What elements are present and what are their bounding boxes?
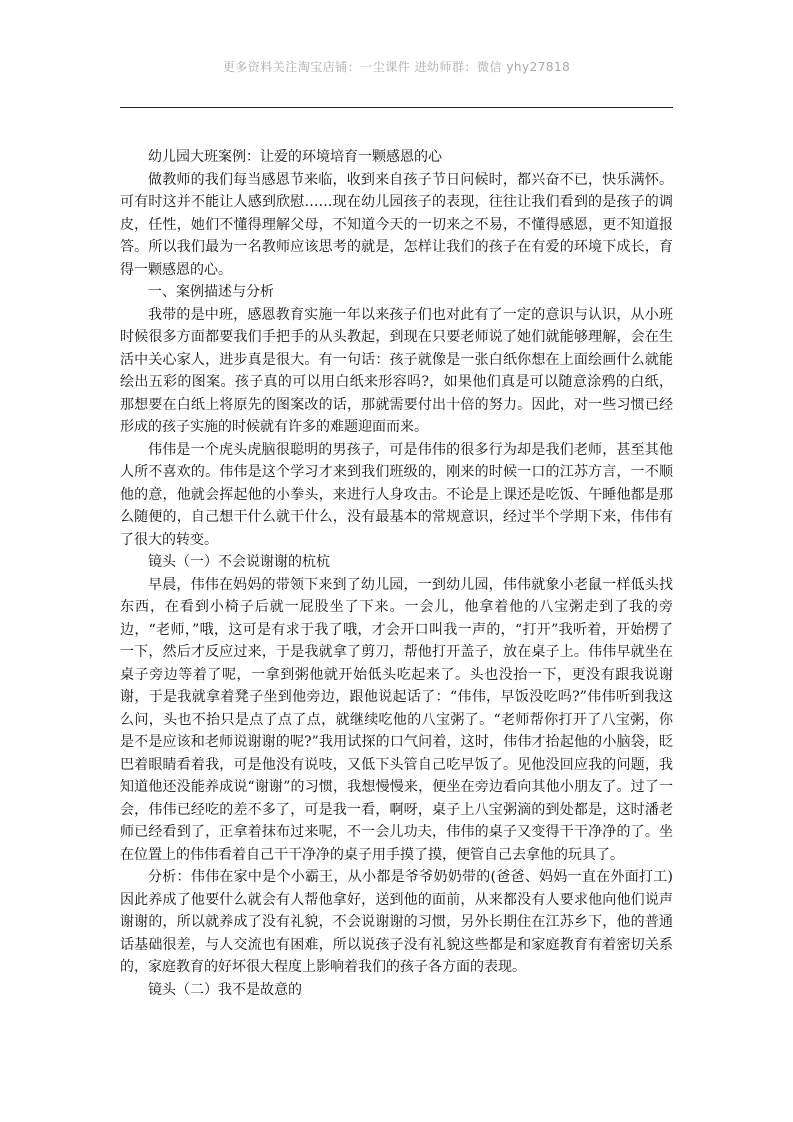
section-paragraph-1: 我带的是中班，感恩教育实施一年以来孩子们也对此有了一定的意识与认识，从小班时候很多方面都要我们手把手的从头教起，到现在只要老师说了她们就能够理解，会在生活中关心家人，进步真是很大。有一句话：孩子就像是一张白纸你想在上面绘画什么就能绘出五彩的图案。孩子真的可以用白纸来形容吗?，如果他们真是可以随意涂鸦的白纸，那想要在白纸上将原先的图案改的话，那就需要付出十倍的努力。因此，对一些习惯已经形成的孩子实施的时候就有许多的难题迎面而来。 xyxy=(120,306,673,435)
header-divider xyxy=(120,107,673,108)
document-body xyxy=(120,146,673,1001)
scene-paragraph-1: 早晨，伟伟在妈妈的带领下来到了幼儿园，一到幼儿园，伟伟就象小老鼠一样低头找东西，在看到小椅子后就一屁股坐了下来。一会儿，他拿着他的八宝粥走到了我的旁边，“老师，”哦，这可是有求于我了哦，才会开口叫我一声的，“打开”我听着，开始楞了一下，然后才反应过来，于是我就拿了剪刀，帮他打开盖子，放在桌子上。伟伟早就坐在桌子旁边等着了呢，一拿到粥他就开始低头吃起来了。头也没抬一下，更没有跟我说谢谢，于是我就拿着凳子坐到他旁边，跟他说起话了：“伟伟，早饭没吃吗?”伟伟听到我这么问，头也不抬只是点了点了点，就继续吃他的八宝粥了。“老师帮你打开了八宝粥，你是不是应该和老师说谢谢的呢?”我用试探的口气问着，这时，伟伟才抬起他的小脑袋，眨巴着眼睛看着我，可是他没有说吱，又低下头管自己吃早饭了。见他没回应我的问题，我知道他还没能养成说“谢谢”的习惯，我想慢慢来，便坐在旁边看向其他小朋友了。过了一会，伟伟已经吃的差不多了，可是我一看，啊呀，桌子上八宝粥滴的到处都是，这时潘老师已经看到了，正拿着抹布过来呢，不一会儿功夫，伟伟的桌子又变得干干净净的了。坐在位置上的伟伟看着自己干干净净的桌子用手摸了摸，便管自己去拿他的玩具了。 xyxy=(120,576,673,863)
section-paragraph-2: 伟伟是一个虎头虎脑很聪明的男孩子，可是伟伟的很多行为却是我们老师，甚至其他人所不喜欢的。伟伟是这个学习才来到我们班级的，刚来的时候一口的江苏方言，一不顺他的意，他就会挥起他的小拳头，来进行人身攻击。不论是上课还是吃饭、午睡他都是那么随便的，自己想干什么就干什么，没有最基本的常规意识，经过半个学期下来，伟伟有了很大的转变。 xyxy=(120,441,673,548)
intro-paragraph: 做教师的我们每当感恩节来临，收到来自孩子节日问候时，都兴奋不已，快乐满怀。可有时这并不能让人感到欣慰……现在幼儿园孩子的表现，往往让我们看到的是孩子的调皮，任性，她们不懂得理解父母，不知道今天的一切来之不易，不懂得感恩，更不知道报答。所以我们最为一名教师应该思考的就是，怎样让我们的孩子在有爱的环境下成长，育得一颗感恩的心。 xyxy=(120,171,673,278)
header-note: 更多资料关注淘宝店铺：一尘课件 进幼师群：微信 yhy27818 xyxy=(222,60,571,74)
scene-heading-1: 镜头（一）不会说谢谢的杭杭 xyxy=(148,554,330,570)
analysis-paragraph: 分析：伟伟在家中是个小霸王，从小都是爷爷奶奶带的(爸爸、妈妈一直在外面打工)因此养成了他要什么就会有人帮他拿好，送到他的面前，从来都没有人要求他向他们说声谢谢的，所以就养成了没有礼貌，不会说谢谢的习惯，另外长期住在江苏乡下，他的普通话基础很差，与人交流也有困难，所以说孩子没有礼貌这些都是和家庭教育有着密切关系的，家庭教育的好坏很大程度上影响着我们的孩子各方面的表现。 xyxy=(120,869,673,975)
section-heading-case-description: 一、案例描述与分析 xyxy=(148,284,274,300)
document-title: 幼儿园大班案例：让爱的环境培育一颗感恩的心 xyxy=(148,149,442,165)
scene-heading-2: 镜头（二）我不是故意的 xyxy=(148,981,302,998)
